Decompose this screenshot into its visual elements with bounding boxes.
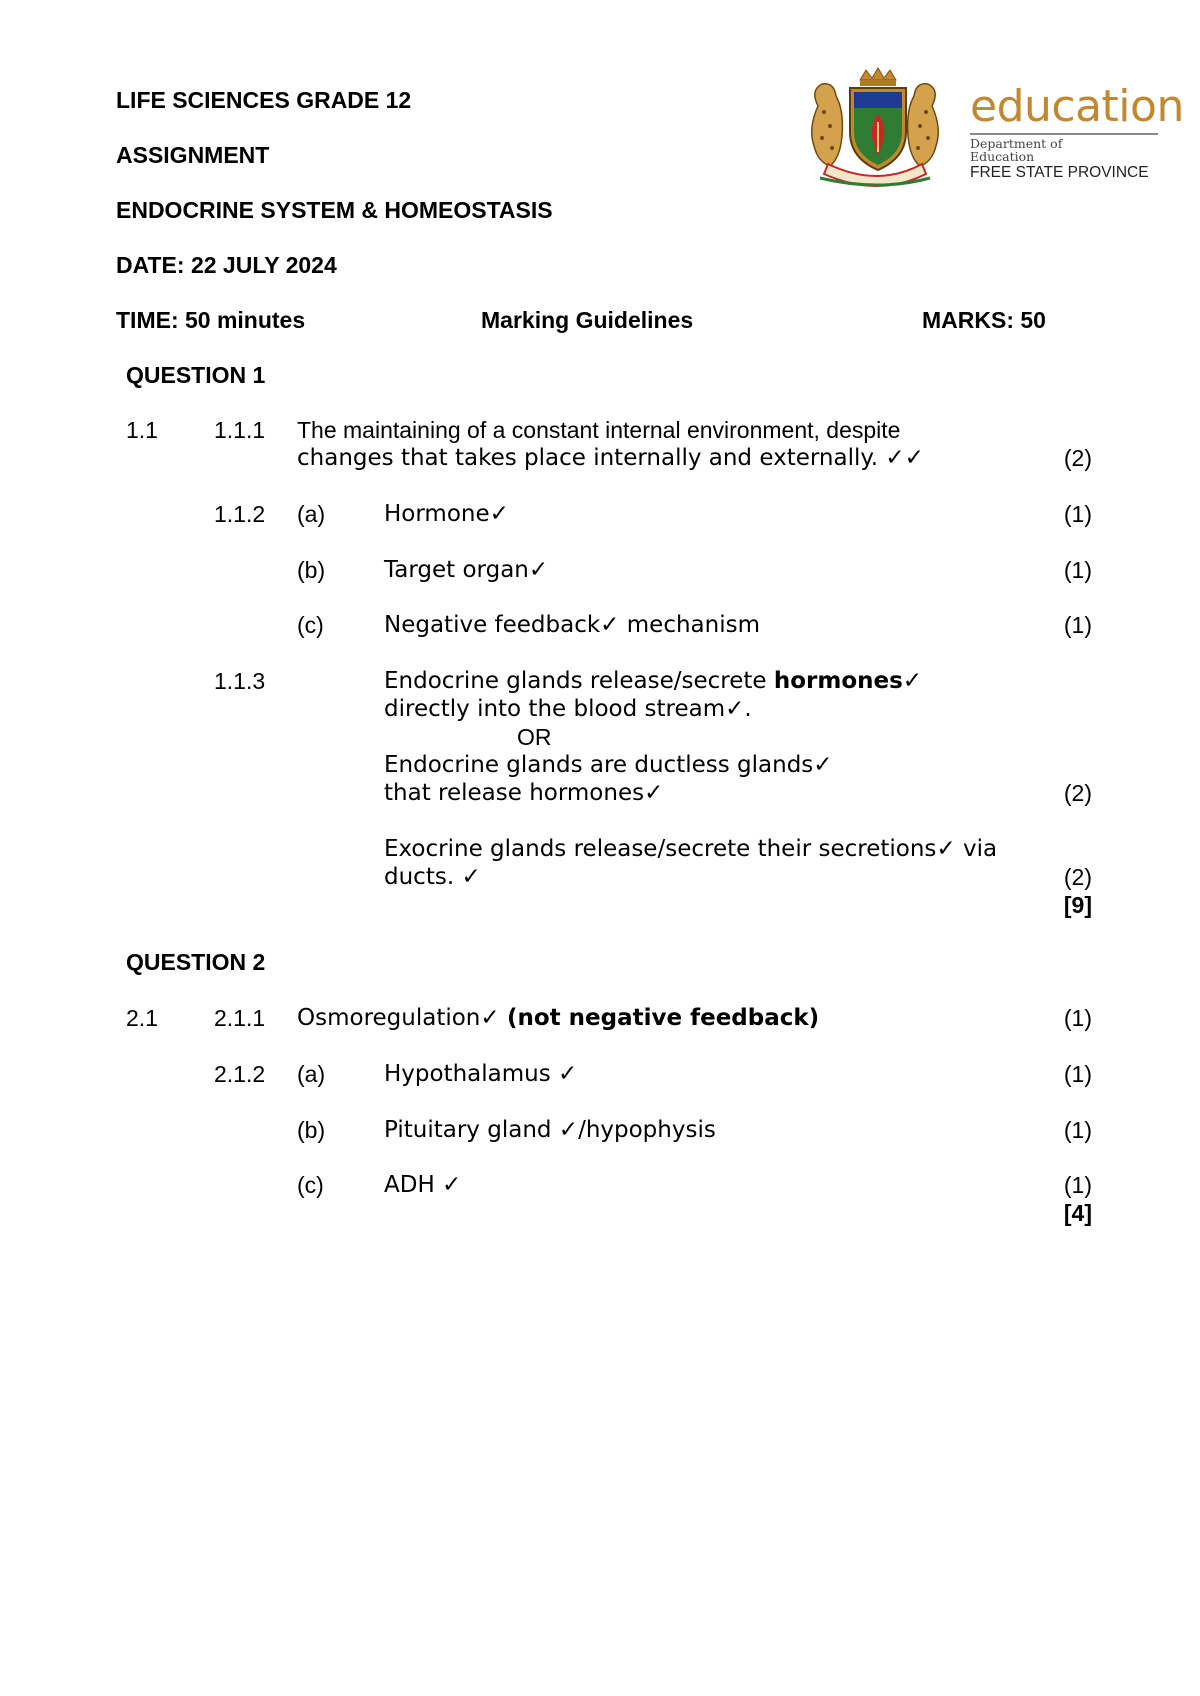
- sub-label-c: (c): [297, 1172, 324, 1198]
- answer-1-1-3-text: Endocrine glands release/secrete: [384, 668, 774, 694]
- answer-1-1-1-line2: changes that takes place internally and externally. ✓✓: [297, 445, 924, 471]
- answer-1-1-3-exocrine-line1: Exocrine glands release/secrete their secretions✓ via: [384, 836, 998, 862]
- answer-2-1-2-b: Pituitary gland ✓/hypophysis: [384, 1117, 716, 1143]
- subject-title: LIFE SCIENCES GRADE 12: [116, 87, 412, 113]
- sub-label-b: (b): [297, 557, 326, 583]
- answer-2-1-1-note: (not negative feedback): [506, 1005, 820, 1031]
- answer-1-1-3-line2: directly into the blood stream✓.: [384, 696, 752, 722]
- q-number-1-1-3: 1.1.3: [214, 668, 266, 694]
- province-label: FREE STATE PROVINCE: [970, 164, 1149, 181]
- total-marks: MARKS: 50: [922, 307, 1046, 333]
- mark-1-1-1: (2): [1063, 445, 1092, 471]
- topic-title: ENDOCRINE SYSTEM & HOMEOSTASIS: [116, 197, 553, 223]
- question-2-heading: QUESTION 2: [126, 949, 266, 975]
- answer-1-1-3-exocrine-line2: ducts. ✓: [384, 864, 481, 890]
- or-separator: OR: [517, 724, 552, 750]
- sub-label-b: (b): [297, 1117, 326, 1143]
- education-wordmark: education: [970, 81, 1184, 132]
- date-line: DATE: 22 JULY 2024: [116, 252, 337, 278]
- sub-label-c: (c): [297, 612, 324, 638]
- department-of-label: [970, 137, 1062, 163]
- mark-2-1-2-a: (1): [1063, 1061, 1092, 1087]
- mark-2-1-2-c: (1): [1063, 1172, 1092, 1198]
- question-1-heading: QUESTION 1: [126, 362, 266, 388]
- answer-1-1-2-b: Target organ✓: [384, 557, 549, 583]
- answer-1-1-3-line3: Endocrine glands are ductless glands✓: [384, 752, 833, 778]
- answer-1-1-3-line4: that release hormones✓: [384, 780, 664, 806]
- answer-2-1-1: [297, 1004, 819, 1032]
- mark-1-1-2-c: (1): [1063, 612, 1092, 638]
- answer-1-1-3-line1: [384, 667, 922, 695]
- answer-1-1-2-c: Negative feedback✓ mechanism: [384, 612, 760, 638]
- q-number-1-1-2: 1.1.2: [214, 501, 266, 527]
- check-icon: ✓: [902, 668, 923, 694]
- mark-2-1-1: (1): [1063, 1005, 1092, 1031]
- dept-line-2: Education: [970, 149, 1035, 164]
- marking-guidelines-label: Marking Guidelines: [481, 307, 694, 333]
- mark-2-1-2-b: (1): [1063, 1117, 1092, 1143]
- sub-label-a: (a): [297, 501, 326, 527]
- answer-2-1-2-a: Hypothalamus ✓: [384, 1061, 578, 1087]
- question-2-total: [4]: [1063, 1200, 1092, 1226]
- mark-1-1-2-b: (1): [1063, 557, 1092, 583]
- answer-1-1-3-keyword: hormones: [773, 668, 903, 694]
- q-number-2-1-2: 2.1.2: [214, 1061, 266, 1087]
- answer-1-1-1-line1: The maintaining of a constant internal environment, despite: [297, 417, 901, 443]
- coat-of-arms-icon: [800, 66, 950, 190]
- q-number-1-1: 1.1: [126, 417, 158, 443]
- q-number-1-1-1: 1.1.1: [214, 417, 266, 443]
- mark-1-1-2-a: (1): [1063, 501, 1092, 527]
- mark-1-1-3-exocrine: (2): [1063, 864, 1092, 890]
- assignment-label: ASSIGNMENT: [116, 142, 270, 168]
- dept-line-1: Department of: [970, 136, 1063, 151]
- question-1-total: [9]: [1063, 892, 1092, 918]
- answer-2-1-2-c: ADH ✓: [384, 1172, 462, 1198]
- time-line: TIME: 50 minutes: [116, 307, 306, 333]
- answer-1-1-2-a: Hormone✓: [384, 501, 509, 527]
- logo-divider: [970, 133, 1158, 135]
- answer-2-1-1-text: Osmoregulation✓: [297, 1005, 507, 1031]
- sub-label-a: (a): [297, 1061, 326, 1087]
- mark-1-1-3-endocrine: (2): [1063, 780, 1092, 806]
- q-number-2-1-1: 2.1.1: [214, 1005, 266, 1031]
- q-number-2-1: 2.1: [126, 1005, 158, 1031]
